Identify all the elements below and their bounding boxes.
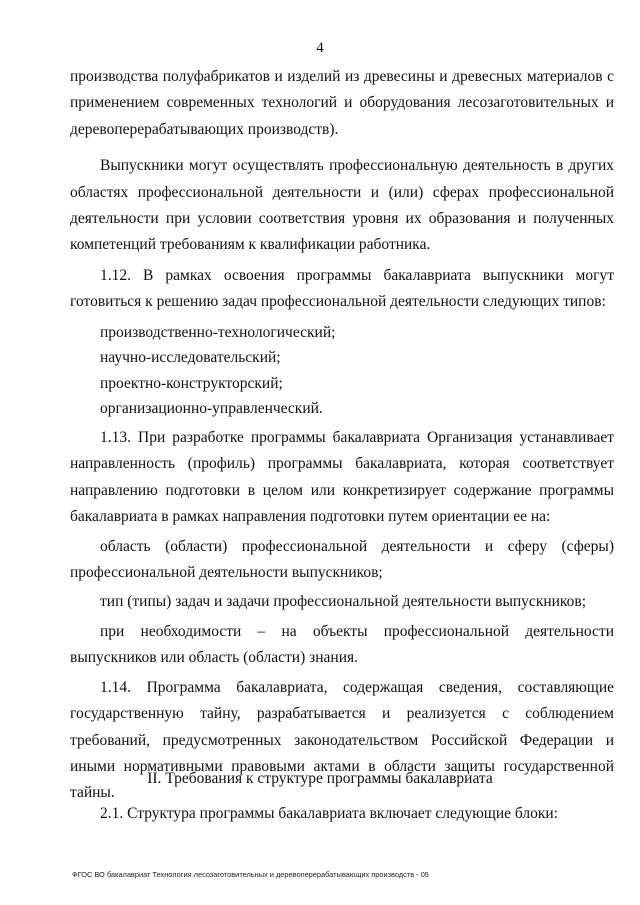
paragraph-graduates: Выпускники могут осуществлять профессиональную деятельность в других областях профессиональной деятельности и (или) сферах профессиональной деятельности при условии соответствия уровня их образования и полученных компетенций требованиям к квалификации работника. — [70, 157, 614, 254]
paragraph-continuation: производства полуфабрикатов и изделий из древесины и древесных материалов с применением современных технологий и оборудования лесозаготовительных и деревоперерабатывающих производств). — [70, 68, 614, 138]
paragraph-1-13: 1.13. При разработке программы бакалавриата Организация устанавливает направленность (профиль) программы бакалавриата, которая соответствует направлению подготовки в целом или конкретизирует содержание программы бакалавриата в рамках направления подготовки путем ориентации ее на: — [70, 429, 614, 526]
list-item-type: проектно-конструкторский; — [100, 374, 283, 392]
page-number: 4 — [316, 40, 324, 56]
paragraph-1-14: 1.14. Программа бакалавриата, содержащая сведения, составляющие государственную тайну, разрабатывается и реализуется с соблюдением требований, предусмотренных законодательством Российской Федерации и иными нормативными правовыми актами в области защиты государственной тайны. — [70, 678, 614, 802]
paragraph-1-13-item: область (области) профессиональной деятельности и сферу (сферы) профессиональной деятельности выпускников; — [70, 537, 614, 582]
document-body — [70, 64, 614, 807]
list-item-type: организационно-управленческий. — [100, 400, 323, 418]
paragraph-2-1: 2.1. Структура программы бакалавриата включает следующие блоки: — [100, 805, 558, 822]
list-item-type: научно-исследовательский; — [100, 349, 281, 367]
document-footer: ФГОС ВО бакалавриат Технология лесозаготовительных и деревоперерабатывающих производств - 05 — [72, 870, 429, 879]
section-heading: II. Требования к структуре программы бакалавриата — [147, 770, 493, 787]
paragraph-1-13-item: тип (типы) задач и задачи профессиональной деятельности выпускников; — [100, 593, 587, 611]
paragraph-1-12: 1.12. В рамках освоения программы бакалавриата выпускники могут готовиться к решению задач профессиональной деятельности следующих типов: — [70, 266, 614, 311]
paragraph-1-13-item: при необходимости – на объекты профессиональной деятельности выпускников или область (области) знания. — [70, 622, 614, 667]
list-item-type: производственно-технологический; — [100, 323, 336, 341]
